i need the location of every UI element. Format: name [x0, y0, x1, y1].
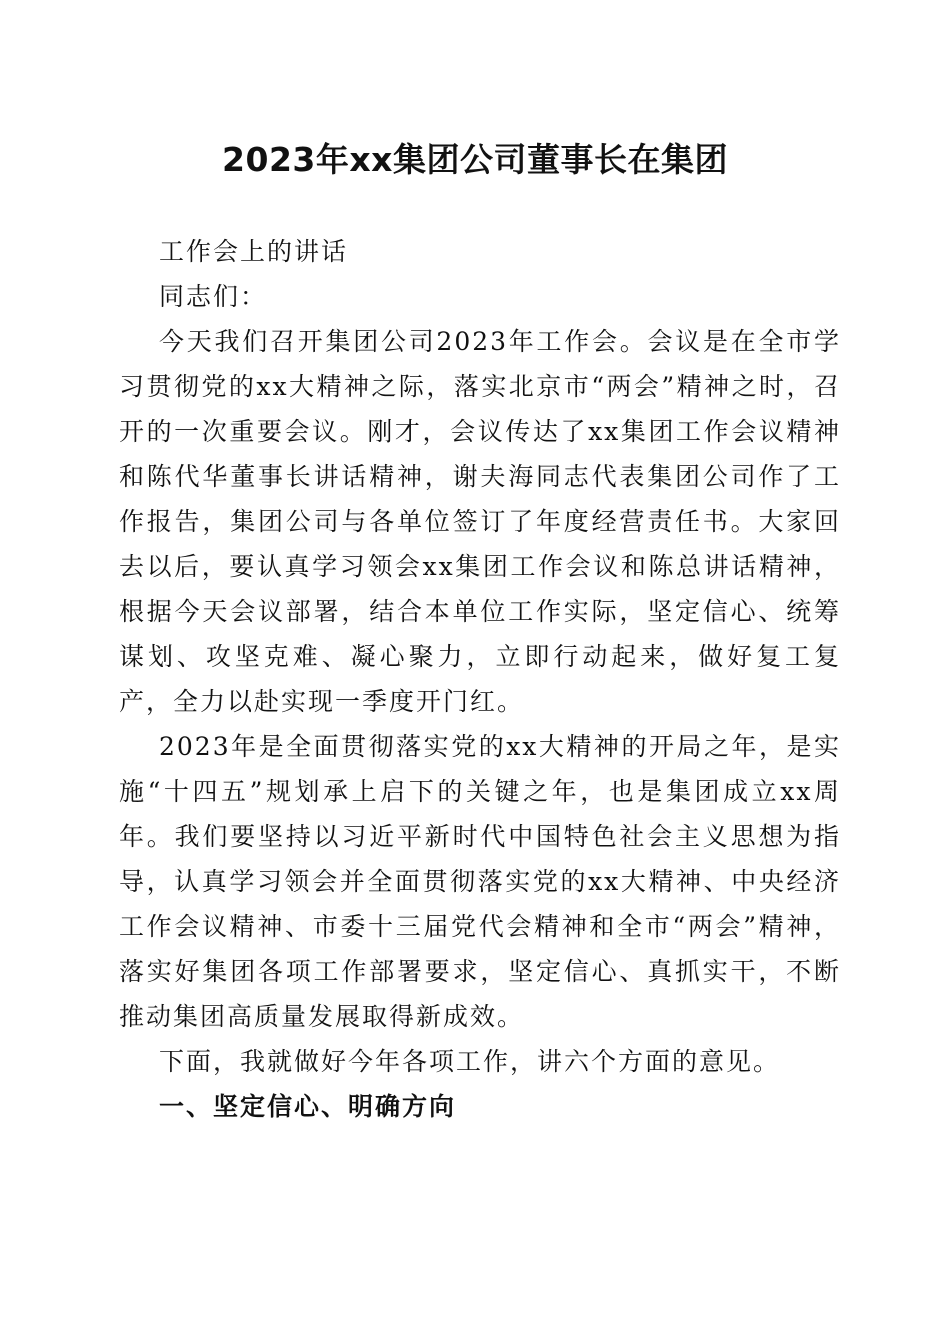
subtitle-line: 工作会上的讲话	[159, 237, 349, 266]
section-heading-1: 一、坚定信心、明确方向	[159, 1092, 457, 1121]
paragraph-1: 今天我们召开集团公司2023年工作会。会议是在全市学习贯彻党的xx大精神之际，落实北京市“两会”精神之时，召开的一次重要会议。刚才，会议传达了xx集团工作会议精神和陈代华董事长讲话精神，谢夫海同志代表集团公司作了工作报告，集团公司与各单位签订了年度经营责任书。大家回去以后，要认真学习领会xx集团工作会议和陈总讲话精神，根据今天会议部署，结合本单位工作实际，坚定信心、统筹谋划、攻坚克难、凝心聚力，立即行动起来，做好复工复产，全力以赴实现一季度开门红。	[119, 327, 841, 716]
salutation: 同志们：	[159, 282, 268, 311]
paragraph-3: 下面，我就做好今年各项工作，讲六个方面的意见。	[159, 1047, 781, 1076]
document-title: 2023年xx集团公司董事长在集团	[222, 140, 728, 179]
document-body	[119, 229, 841, 1129]
paragraph-2: 2023年是全面贯彻落实党的xx大精神的开局之年，是实施“十四五”规划承上启下的关键之年，也是集团成立xx周年。我们要坚持以习近平新时代中国特色社会主义思想为指导，认真学习领会并全面贯彻落实党的xx大精神、中央经济工作会议精神、市委十三届党代会精神和全市“两会”精神，落实好集团各项工作部署要求，坚定信心、真抓实干，不断推动集团高质量发展取得新成效。	[119, 732, 841, 1031]
